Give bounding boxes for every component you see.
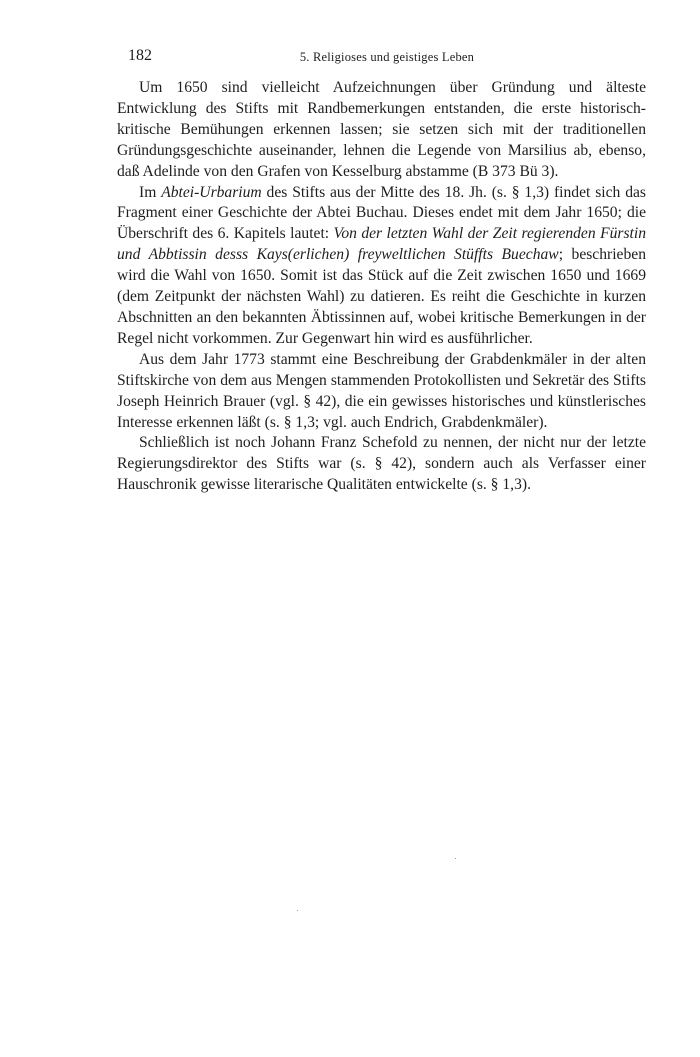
paragraph [117,183,646,350]
running-head: 5. Religioses und geistiges Leben [299,50,475,64]
text-segment: ; beschrieben wird die Wahl von 1650. Somit ist das Stück auf die Zeit zwischen 1650 und 1669 (dem Zeitpunkt der nächsten Wahl) zu datieren. Es reiht die Geschichte in kurzen Abschnitten an den bekannten Äbtissinnen auf, wobei kritische Bemerkungen in der Regel nicht vorkommen. Zur Gegenwart hin wird es ausführlicher. [117,246,646,347]
scan-speck [455,858,456,859]
page-header [128,47,646,67]
body-text [117,78,646,496]
text-segment: Um 1650 sind vielleicht Aufzeichnungen über Gründung und älteste Entwicklung des Stifts mit Randbemerkungen entstanden, die erste historisch-kritische Bemühungen erkennen lassen; sie setzen sich mit der traditionellen Gründungsgeschichte auseinander, lehnen die Legende von Marsilius ab, ebenso, daß Adelinde von den Grafen von Kesselburg abstamme (B 373 Bü 3). [117,79,646,180]
paragraph [117,78,646,183]
paragraph [117,433,646,496]
text-segment: Im [139,183,162,201]
paragraph [117,350,646,434]
italic-title: Abtei-Urbarium [161,183,262,201]
text-segment: Schließlich ist noch Johann Franz Schefold zu nennen, der nicht nur der letzte Regierungsdirektor des Stifts war (s. § 42), sondern auch als Verfasser einer Hauschronik gewisse literarische Qualitäten entwickelte (s. § 1,3). [117,434,646,494]
text-segment: Aus dem Jahr 1773 stammt eine Beschreibung der Grabdenkmäler in der alten Stiftskirche von dem aus Mengen stammenden Protokollisten und Sekretär des Stifts Joseph Heinrich Brauer (vgl. § 42), die ein gewisses historisches und künstlerisches Interesse erkennen läßt (s. § 1,3; vgl. auch Endrich, Grabdenkmäler). [117,350,646,431]
scan-speck [297,910,298,911]
text-segment: des Stifts aus der Mitte des 18. Jh. (s. § 1,3) findet sich das Fragment einer Geschichte der Abtei Buchau. Dieses endet mit dem Jahr 1650; die Überschrift des 6. Kapitels lautet: [117,183,646,243]
page-number: 182 [128,47,152,64]
italic-quotation: Von der letzten Wahl der Zeit regierenden Fürstin und Abbtissin desss Kays(erlichen) freyweltlichen Stüffts Buechaw [117,225,646,264]
